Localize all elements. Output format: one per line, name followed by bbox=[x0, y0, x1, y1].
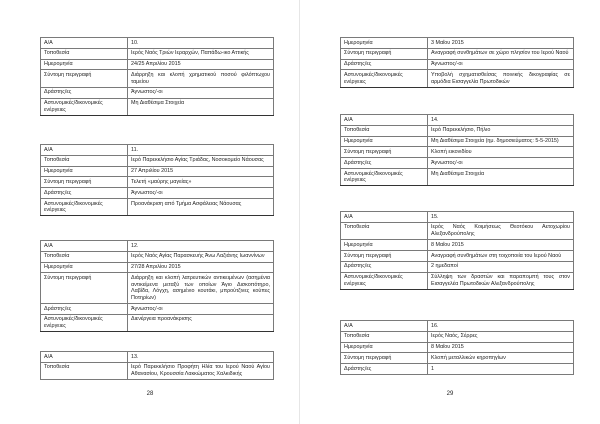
record-location: Ιερός Ναός, Σέρρες bbox=[428, 331, 574, 342]
incident-record bbox=[40, 37, 274, 116]
row-label-summary: Σύντομη περιγραφή bbox=[41, 177, 128, 188]
record-location: Ιερός Ναός Αγίας Παρασκευής Άνω Λαζιάνης Ιωαννίνων bbox=[128, 251, 274, 262]
row-label-summary: Σύντομη περιγραφή bbox=[41, 273, 128, 304]
row-label-aa: Α/Α bbox=[341, 115, 428, 126]
record-number: 13. bbox=[128, 352, 274, 363]
incident-record bbox=[340, 320, 574, 375]
row-label-date: Ημερομηνία bbox=[341, 136, 428, 147]
record-location: Ιερός Ναός Τριών Ιεραρχών, Παπάδω-ικο Αττικής bbox=[128, 48, 274, 59]
row-label-response: Αστυνομικές/δικονομικές ενέργειες bbox=[341, 168, 428, 185]
row-label-date: Ημερομηνία bbox=[341, 38, 428, 49]
row-label-date: Ημερομηνία bbox=[41, 59, 128, 70]
record-summary: Αναγραφή συνθημάτων στη τοιχοποιία του Ιερού Ναού bbox=[428, 250, 574, 261]
record-response: Υποβολή σχηματισθείσας ποινικής δικογραφίας σε αρμόδια Εισαγγελία Πρωτοδικών bbox=[428, 70, 574, 87]
row-label-location: Τοποθεσία bbox=[341, 222, 428, 239]
record-response: Μη Διαθέσιμα Στοιχεία bbox=[428, 168, 574, 185]
row-label-location: Τοποθεσία bbox=[341, 125, 428, 136]
row-label-perpetrators: Δράστης/ες bbox=[341, 364, 428, 375]
record-number: 10. bbox=[128, 38, 274, 49]
row-label-summary: Σύντομη περιγραφή bbox=[341, 48, 428, 59]
record-summary: Τελετή «μαύρης μαγείας» bbox=[128, 177, 274, 188]
row-label-summary: Σύντομη περιγραφή bbox=[41, 70, 128, 87]
row-label-response: Αστυνομικές/δικονομικές ενέργειες bbox=[341, 70, 428, 87]
record-perpetrators: 2 ημεδαποί bbox=[428, 261, 574, 272]
row-label-perpetrators: Δράστης/ες bbox=[341, 261, 428, 272]
row-label-location: Τοποθεσία bbox=[41, 251, 128, 262]
incident-record bbox=[40, 240, 274, 332]
record-date: 24/25 Απριλίου 2015 bbox=[128, 59, 274, 70]
row-label-date: Ημερομηνία bbox=[341, 240, 428, 251]
row-label-location: Τοποθεσία bbox=[341, 331, 428, 342]
row-label-perpetrators: Δράστης/ες bbox=[41, 303, 128, 314]
record-date: Μη Διαθέσιμα Στοιχεία (ημ. δημοσιεύματος: 5-5-2015) bbox=[428, 136, 574, 147]
record-summary: Κλοπή εικονιδίου bbox=[428, 147, 574, 158]
record-location: Ιερός Ναός Κοιμήσεως Θεοτόκου Αετοχωρίου Αλεξανδρούπολης bbox=[428, 222, 574, 239]
incident-record bbox=[40, 351, 274, 380]
row-label-perpetrators: Δράστης/ες bbox=[41, 188, 128, 199]
record-location: Ιερό Παρεκκλήσιο, Πήλιο bbox=[428, 125, 574, 136]
record-summary: Κλοπή μεταλλικών κηροπηγίων bbox=[428, 353, 574, 364]
row-label-location: Τοποθεσία bbox=[41, 48, 128, 59]
right-page bbox=[300, 0, 600, 424]
row-label-aa: Α/Α bbox=[41, 241, 128, 252]
record-location: Ιερό Παρεκκλήσιο Προφήτη Ηλία του Ιερού Ναού Αγίου Αθανασίου, Κρουσσία Λακκώματος Χαλκιδικής bbox=[128, 362, 274, 379]
record-summary: Διάρρηξη και κλοπή χρηματικού ποσού φιλόπτωχου ταμείου bbox=[128, 70, 274, 87]
page-number: 28 bbox=[146, 391, 154, 397]
record-summary: Αναγραφή συνθημάτων σε χώρο πλησίον του Ιερού Ναού bbox=[428, 48, 574, 59]
record-date: 8 Μαΐου 2015 bbox=[428, 342, 574, 353]
row-label-perpetrators: Δράστης/ες bbox=[341, 59, 428, 70]
row-label-response: Αστυνομικές/δικονομικές ενέργειες bbox=[341, 272, 428, 289]
record-number: 15. bbox=[428, 212, 574, 223]
record-perpetrators: Άγνωστος/-οι bbox=[428, 158, 574, 169]
record-date: 8 Μαΐου 2015 bbox=[428, 240, 574, 251]
row-label-date: Ημερομηνία bbox=[341, 342, 428, 353]
record-perpetrators: Άγνωστος/-οι bbox=[128, 188, 274, 199]
row-label-perpetrators: Δράστης/ες bbox=[41, 87, 128, 98]
row-label-response: Αστυνομικές/δικονομικές ενέργειες bbox=[41, 198, 128, 215]
incident-record-continued bbox=[340, 37, 574, 88]
row-label-aa: Α/Α bbox=[41, 145, 128, 156]
record-date: 3 Μαΐου 2015 bbox=[428, 38, 574, 49]
record-response: Προανάκριση από Τμήμα Ασφάλειας Νάουσας bbox=[128, 198, 274, 215]
incident-record bbox=[40, 144, 274, 216]
record-summary: Διάρρηξη και κλοπή λατρευτικών αντικειμένων (ασημένια αντικείμενα μεταξύ των οποίων Άγιο Δισκοπότηρο, Λαβίδα, Λόγχη, ασημένιο κουτάκι, μπρούτζινες κούπες Ποτηρίων) bbox=[128, 273, 274, 304]
page-number: 29 bbox=[446, 391, 454, 397]
row-label-aa: Α/Α bbox=[341, 321, 428, 332]
row-label-location: Τοποθεσία bbox=[41, 362, 128, 379]
incident-record bbox=[340, 114, 574, 186]
row-label-response: Αστυνομικές/δικονομικές ενέργειες bbox=[41, 98, 128, 115]
row-label-date: Ημερομηνία bbox=[41, 262, 128, 273]
row-label-date: Ημερομηνία bbox=[41, 166, 128, 177]
row-label-summary: Σύντομη περιγραφή bbox=[341, 147, 428, 158]
row-label-perpetrators: Δράστης/ες bbox=[341, 158, 428, 169]
row-label-aa: Α/Α bbox=[41, 352, 128, 363]
record-number: 11. bbox=[128, 145, 274, 156]
record-perpetrators: Άγνωστος/-οι bbox=[128, 303, 274, 314]
row-label-aa: Α/Α bbox=[341, 212, 428, 223]
row-label-location: Τοποθεσία bbox=[41, 155, 128, 166]
record-number: 14. bbox=[428, 115, 574, 126]
record-perpetrators: Άγνωστος/-οι bbox=[428, 59, 574, 70]
record-date: 27 Απριλίου 2015 bbox=[128, 166, 274, 177]
record-number: 12. bbox=[128, 241, 274, 252]
record-response: Μη Διαθέσιμα Στοιχεία bbox=[128, 98, 274, 115]
record-response: Διενέργεια προανάκρισης bbox=[128, 314, 274, 331]
record-location: Ιερό Παρεκκλήσιο Αγίας Τριάδας, Νοσοκομείο Νάουσας bbox=[128, 155, 274, 166]
row-label-response: Αστυνομικές/δικονομικές ενέργειες bbox=[41, 314, 128, 331]
record-perpetrators: 1 bbox=[428, 364, 574, 375]
record-response: Σύλληψη των δραστών και παραπομπή τους στον Εισαγγελέα Πρωτοδικών Αλεξανδρούπολης bbox=[428, 272, 574, 289]
record-perpetrators: Άγνωστος/-οι bbox=[128, 87, 274, 98]
row-label-summary: Σύντομη περιγραφή bbox=[341, 250, 428, 261]
row-label-summary: Σύντομη περιγραφή bbox=[341, 353, 428, 364]
record-number: 16. bbox=[428, 321, 574, 332]
record-date: 27/28 Απριλίου 2015 bbox=[128, 262, 274, 273]
incident-record bbox=[340, 211, 574, 290]
row-label-aa: Α/Α bbox=[41, 38, 128, 49]
